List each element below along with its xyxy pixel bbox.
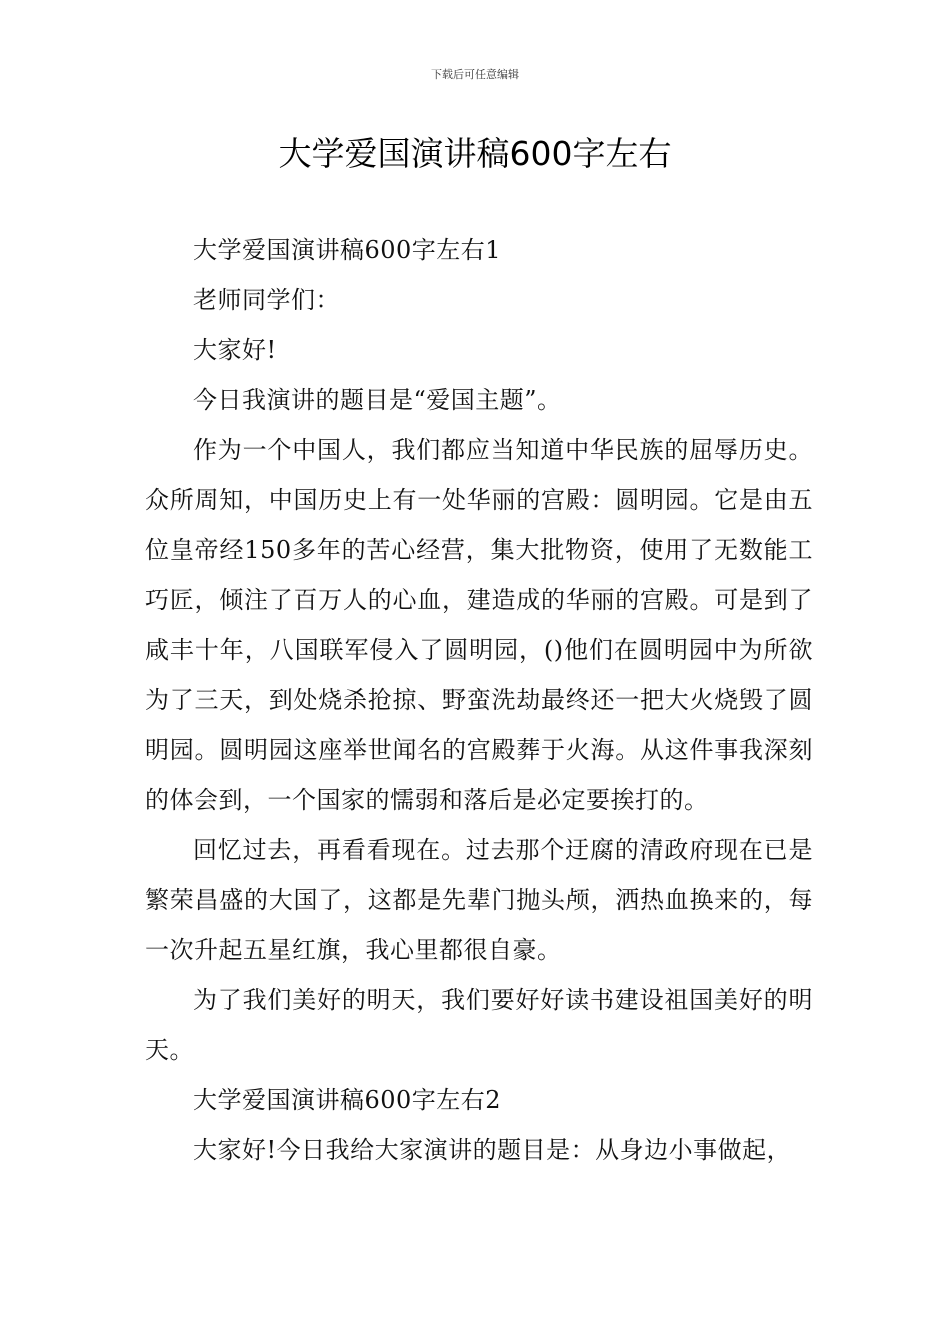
paragraph-history: 作为一个中国人，我们都应当知道中华民族的屈辱历史。众所周知，中国历史上有一处华丽的宫殿：圆明园。它是由五位皇帝经150多年的苦心经营，集大批物资，使用了无数能工巧匠，倾注了百万人的心血，建造成的华丽的宫殿。可是到了咸丰十年，八国联军侵入了圆明园，()他们在圆明园中为所欲为了三天，到处烧杀抢掠、野蛮洗劫最终还一把大火烧毁了圆明园。圆明园这座举世闻名的宫殿葬于火海。从这件事我深刻的体会到，一个国家的懦弱和落后是必定要挨打的。 bbox=[145, 436, 813, 814]
section-heading-2: 大学爱国演讲稿600字左右2 bbox=[193, 1086, 502, 1114]
paragraph-present: 回忆过去，再看看现在。过去那个迂腐的清政府现在已是繁荣昌盛的大国了，这都是先辈门抛头颅，洒热血换来的，每一次升起五星红旗，我心里都很自豪。 bbox=[145, 836, 813, 964]
section-heading-1: 大学爱国演讲稿600字左右1 bbox=[193, 236, 502, 264]
paragraph-future: 为了我们美好的明天，我们要好好读书建设祖国美好的明天。 bbox=[145, 986, 813, 1064]
topic-line: 今日我演讲的题目是“爱国主题”。 bbox=[193, 386, 562, 414]
document-title: 大学爱国演讲稿600字左右 bbox=[278, 134, 672, 173]
paragraph-speech-2-opening: 大家好!今日我给大家演讲的题目是：从身边小事做起， bbox=[193, 1136, 792, 1164]
salutation: 老师同学们： bbox=[193, 286, 340, 314]
greeting: 大家好! bbox=[193, 336, 277, 364]
header-note: 下载后可任意编辑 bbox=[431, 68, 519, 81]
document-body bbox=[145, 225, 813, 1175]
